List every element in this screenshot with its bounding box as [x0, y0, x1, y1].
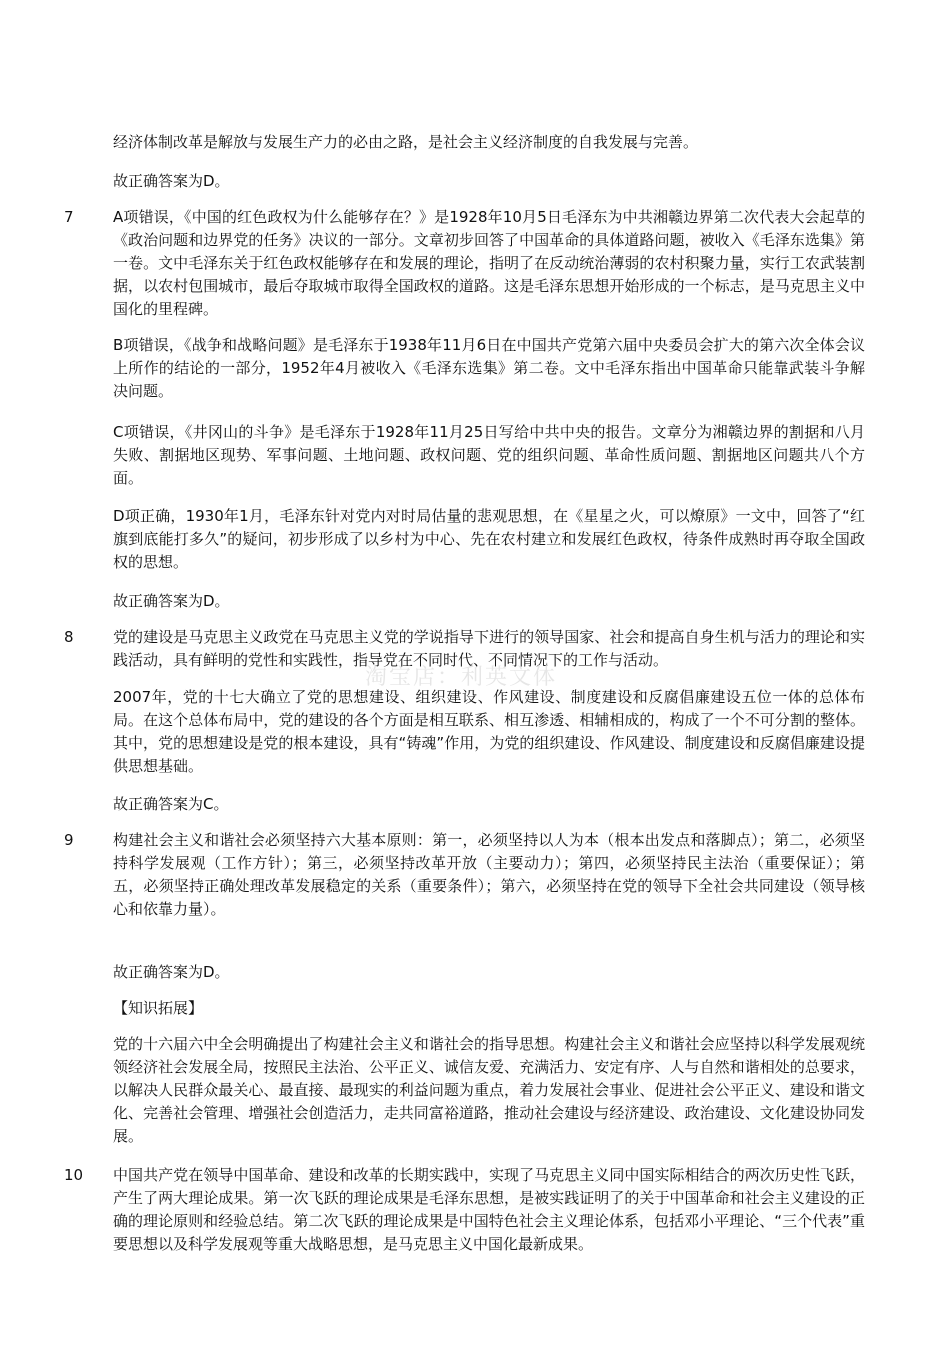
knowledge-heading: 【知识拓展】: [113, 999, 204, 1017]
question-number: 8: [64, 628, 74, 646]
watermark-text: 淘宝店：利英文体: [365, 665, 558, 690]
answer-text: 故正确答案为D。: [113, 172, 230, 190]
paragraph: A项错误，《中国的红色政权为什么能够存在？》是1928年10月5日毛泽东为中共湘赣边界第二次代表大会起草的《政治问题和边界党的任务》决议的一部分。文章初步回答了中国革命的具体道路问题，被收入《毛泽东选集》第一卷。文中毛泽东关于红色政权能够存在和发展的理论，指明了在反动统治薄弱的农村积聚力量，实行工农武装割据，以农村包围城市，最后夺取城市取得全国政权的道路。这是毛泽东思想开始形成的一个标志，是马克思主义中国化的里程碑。: [113, 208, 865, 318]
question-number: 10: [64, 1166, 84, 1184]
answer-text: 故正确答案为D。: [113, 592, 230, 610]
paragraph: 党的建设是马克思主义政党在马克思主义党的学说指导下进行的领导国家、社会和提高自身生机与活力的理论和实践活动，具有鲜明的党性和实践性，指导党在不同时代、不同情况下的工作与活动。: [113, 628, 865, 669]
paragraph: C项错误，《井冈山的斗争》是毛泽东于1928年11月25日写给中共中央的报告。文章分为湘赣边界的割据和八月失败、割据地区现势、军事问题、土地问题、政权问题、党的组织问题、革命性质问题、割据地区问题共八个方面。: [113, 423, 865, 487]
paragraph: B项错误，《战争和战略问题》是毛泽东于1938年11月6日在中国共产党第六届中央委员会扩大的第六次全体会议上所作的结论的一部分，1952年4月被收入《毛泽东选集》第二卷。文中毛泽东指出中国革命只能靠武装斗争解决问题。: [113, 336, 865, 400]
answer-text: 故正确答案为D。: [113, 963, 230, 981]
paragraph: 构建社会主义和谐社会必须坚持六大基本原则：第一，必须坚持以人为本（根本出发点和落脚点）；第二，必须坚持科学发展观（工作方针）；第三，必须坚持改革开放（主要动力）；第四，必须坚持民主法治（重要保证）；第五，必须坚持正确处理改革发展稳定的关系（重要条件）；第六，必须坚持在党的领导下全社会共同建设（领导核心和依靠力量）。: [113, 831, 865, 918]
question-number: 9: [64, 831, 74, 849]
paragraph: 中国共产党在领导中国革命、建设和改革的长期实践中，实现了马克思主义同中国实际相结合的两次历史性飞跃，产生了两大理论成果。第一次飞跃的理论成果是毛泽东思想，是被实践证明了的关于中国革命和社会主义建设的正确的理论原则和经验总结。第二次飞跃的理论成果是中国特色社会主义理论体系，包括邓小平理论、“三个代表”重要思想以及科学发展观等重大战略思想，是马克思主义中国化最新成果。: [113, 1166, 865, 1253]
paragraph: D项正确，1930年1月，毛泽东针对党内对时局估量的悲观思想，在《星星之火，可以燎原》一文中，回答了“红旗到底能打多久”的疑问，初步形成了以乡村为中心、先在农村建立和发展红色政权，待条件成熟时再夺取全国政权的思想。: [113, 507, 865, 571]
answer-text: 故正确答案为C。: [113, 795, 229, 813]
question-number: 7: [64, 208, 74, 226]
paragraph: 2007年，党的十七大确立了党的思想建设、组织建设、作风建设、制度建设和反腐倡廉建设五位一体的总体布局。在这个总体布局中，党的建设的各个方面是相互联系、相互渗透、相辅相成的，构成了一个不可分割的整体。其中，党的思想建设是党的根本建设，具有“铸魂”作用，为党的组织建设、作风建设、制度建设和反腐倡廉建设提供思想基础。: [113, 688, 865, 775]
paragraph: 党的十六届六中全会明确提出了构建社会主义和谐社会的指导思想。构建社会主义和谐社会应坚持以科学发展观统领经济社会发展全局，按照民主法治、公平正义、诚信友爱、充满活力、安定有序、人与自然和谐相处的总要求，以解决人民群众最关心、最直接、最现实的利益问题为重点，着力发展社会事业、促进社会公平正义、建设和谐文化、完善社会管理、增强社会创造活力，走共同富裕道路，推动社会建设与经济建设、政治建设、文化建设协同发展。: [113, 1035, 865, 1145]
paragraph: 经济体制改革是解放与发展生产力的必由之路，是社会主义经济制度的自我发展与完善。: [113, 133, 699, 151]
